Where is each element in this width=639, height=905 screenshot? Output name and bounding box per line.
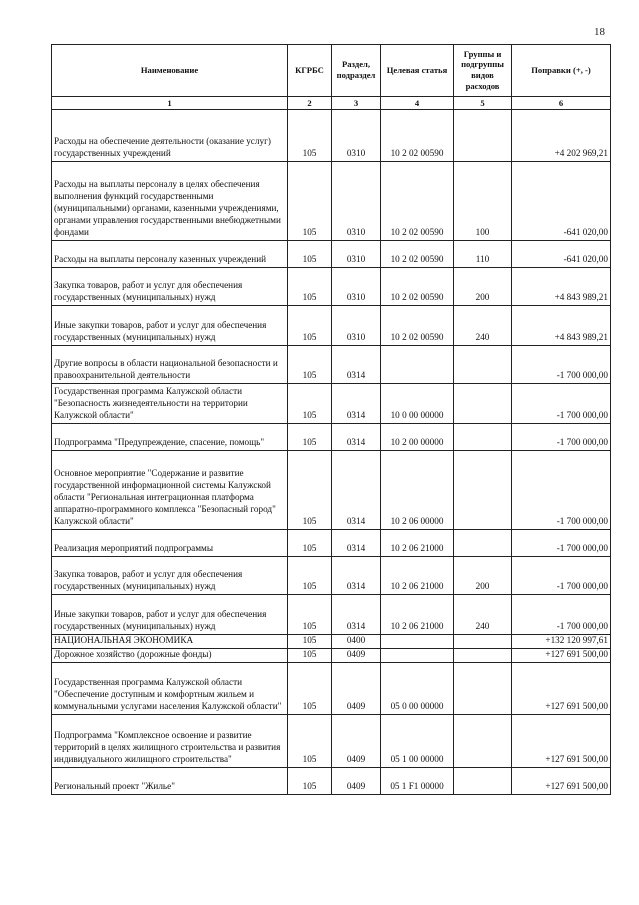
cell-section: 0409	[332, 662, 381, 714]
cell-kgrbs: 105	[288, 648, 332, 662]
cell-target: 10 2 02 00590	[381, 110, 454, 162]
table-row	[52, 648, 611, 662]
cell-groups	[454, 110, 512, 162]
cell-groups	[454, 662, 512, 714]
table-row	[52, 346, 611, 384]
cell-target: 10 2 02 00590	[381, 241, 454, 268]
table-row	[52, 384, 611, 424]
header-target: Целевая статья	[381, 45, 454, 97]
table-row	[52, 306, 611, 346]
cell-section: 0314	[332, 451, 381, 530]
cell-groups	[454, 424, 512, 451]
cell-amendment: +4 843 989,21	[512, 306, 611, 346]
cell-amendment: -1 700 000,00	[512, 384, 611, 424]
cell-section: 0400	[332, 635, 381, 649]
table-row	[52, 595, 611, 635]
header-groups: Группы и подгруппы видов расходов	[454, 45, 512, 97]
cell-groups	[454, 714, 512, 767]
table-row	[52, 451, 611, 530]
cell-section: 0310	[332, 241, 381, 268]
cell-groups	[454, 346, 512, 384]
cell-amendment: -1 700 000,00	[512, 346, 611, 384]
cell-name: Подпрограмма "Предупреждение, спасение, помощь"	[52, 424, 288, 451]
table-row	[52, 530, 611, 557]
cell-amendment: -641 020,00	[512, 162, 611, 241]
table-row	[52, 767, 611, 794]
cell-kgrbs: 105	[288, 110, 332, 162]
header-row	[52, 45, 611, 97]
column-number: 3	[332, 97, 381, 110]
cell-amendment: +4 843 989,21	[512, 268, 611, 306]
cell-amendment: +127 691 500,00	[512, 767, 611, 794]
cell-target: 10 0 00 00000	[381, 384, 454, 424]
cell-kgrbs: 105	[288, 635, 332, 649]
column-number: 1	[52, 97, 288, 110]
cell-groups: 200	[454, 557, 512, 595]
cell-name: Государственная программа Калужской области "Безопасность жизнедеятельности на территории Калужской области"	[52, 384, 288, 424]
cell-groups	[454, 451, 512, 530]
cell-groups	[454, 767, 512, 794]
cell-section: 0310	[332, 162, 381, 241]
cell-section: 0409	[332, 714, 381, 767]
cell-name: Закупка товаров, работ и услуг для обеспечения государственных (муниципальных) нужд	[52, 557, 288, 595]
column-number: 4	[381, 97, 454, 110]
cell-name: Дорожное хозяйство (дорожные фонды)	[52, 648, 288, 662]
cell-target: 10 2 00 00000	[381, 424, 454, 451]
cell-name: Подпрограмма "Комплексное освоение и развитие территорий в целях жилищного строительства и развития индивидуального жилищного строительства"	[52, 714, 288, 767]
cell-name: Иные закупки товаров, работ и услуг для обеспечения государственных (муниципальных) нужд	[52, 306, 288, 346]
table-row	[52, 268, 611, 306]
table-row	[52, 635, 611, 649]
cell-groups	[454, 635, 512, 649]
cell-amendment: -1 700 000,00	[512, 424, 611, 451]
cell-kgrbs: 105	[288, 662, 332, 714]
cell-kgrbs: 105	[288, 530, 332, 557]
cell-groups: 110	[454, 241, 512, 268]
header-amend: Поправки (+, -)	[512, 45, 611, 97]
cell-name: Расходы на обеспечение деятельности (оказание услуг) государственных учреждений	[52, 110, 288, 162]
cell-target: 10 2 02 00590	[381, 306, 454, 346]
cell-target: 10 2 06 21000	[381, 530, 454, 557]
cell-target: 10 2 02 00590	[381, 162, 454, 241]
cell-section: 0310	[332, 268, 381, 306]
cell-target: 10 2 06 21000	[381, 595, 454, 635]
column-number: 2	[288, 97, 332, 110]
cell-target	[381, 346, 454, 384]
cell-amendment: -1 700 000,00	[512, 557, 611, 595]
cell-section: 0314	[332, 346, 381, 384]
cell-section: 0310	[332, 110, 381, 162]
cell-amendment: -641 020,00	[512, 241, 611, 268]
cell-section: 0314	[332, 530, 381, 557]
cell-target: 10 2 02 00590	[381, 268, 454, 306]
cell-amendment: +127 691 500,00	[512, 662, 611, 714]
cell-section: 0409	[332, 648, 381, 662]
cell-section: 0409	[332, 767, 381, 794]
cell-kgrbs: 105	[288, 384, 332, 424]
cell-amendment: +4 202 969,21	[512, 110, 611, 162]
cell-kgrbs: 105	[288, 241, 332, 268]
cell-amendment: +127 691 500,00	[512, 714, 611, 767]
cell-name: Иные закупки товаров, работ и услуг для обеспечения государственных (муниципальных) нужд	[52, 595, 288, 635]
cell-amendment: +132 120 997,61	[512, 635, 611, 649]
cell-groups: 100	[454, 162, 512, 241]
cell-amendment: -1 700 000,00	[512, 595, 611, 635]
header-section: Раздел, подраздел	[332, 45, 381, 97]
cell-section: 0314	[332, 424, 381, 451]
cell-name: Реализация мероприятий подпрограммы	[52, 530, 288, 557]
cell-target: 05 1 00 00000	[381, 714, 454, 767]
cell-groups: 200	[454, 268, 512, 306]
cell-target: 10 2 06 21000	[381, 557, 454, 595]
header-name: Наименование	[52, 45, 288, 97]
table-row	[52, 162, 611, 241]
cell-amendment: -1 700 000,00	[512, 451, 611, 530]
cell-kgrbs: 105	[288, 346, 332, 384]
cell-section: 0310	[332, 306, 381, 346]
column-number: 6	[512, 97, 611, 110]
cell-kgrbs: 105	[288, 767, 332, 794]
cell-target: 05 0 00 00000	[381, 662, 454, 714]
cell-kgrbs: 105	[288, 714, 332, 767]
cell-section: 0314	[332, 384, 381, 424]
cell-name: Расходы на выплаты персоналу в целях обеспечения выполнения функций государственными (муниципальными) органами, казенными учреждениями, органами управления государственными внебюджетными фондами	[52, 162, 288, 241]
budget-amendments-table	[51, 44, 611, 795]
cell-kgrbs: 105	[288, 557, 332, 595]
table-body	[52, 110, 611, 795]
cell-target: 05 1 F1 00000	[381, 767, 454, 794]
cell-section: 0314	[332, 557, 381, 595]
cell-name: Основное мероприятие "Содержание и развитие государственной информационной системы Калужской области "Региональная интеграционная платформа аппаратно-программного комплекса "Безопасный город" Калужской области"	[52, 451, 288, 530]
table-row	[52, 714, 611, 767]
cell-name: Региональный проект "Жилье"	[52, 767, 288, 794]
cell-groups	[454, 384, 512, 424]
cell-groups	[454, 530, 512, 557]
cell-name: Другие вопросы в области национальной безопасности и правоохранительной деятельности	[52, 346, 288, 384]
cell-groups	[454, 648, 512, 662]
cell-kgrbs: 105	[288, 268, 332, 306]
cell-name: Закупка товаров, работ и услуг для обеспечения государственных (муниципальных) нужд	[52, 268, 288, 306]
cell-name: Государственная программа Калужской области "Обеспечение доступным и комфортным жильем и коммунальными услугами населения Калужской области"	[52, 662, 288, 714]
cell-kgrbs: 105	[288, 306, 332, 346]
page-number: 18	[594, 26, 605, 38]
column-number-row	[52, 97, 611, 110]
cell-amendment: +127 691 500,00	[512, 648, 611, 662]
table-row	[52, 557, 611, 595]
cell-section: 0314	[332, 595, 381, 635]
cell-target: 10 2 06 00000	[381, 451, 454, 530]
cell-kgrbs: 105	[288, 162, 332, 241]
cell-kgrbs: 105	[288, 595, 332, 635]
cell-target	[381, 635, 454, 649]
cell-groups: 240	[454, 306, 512, 346]
column-number: 5	[454, 97, 512, 110]
table-row	[52, 662, 611, 714]
table-row	[52, 241, 611, 268]
cell-kgrbs: 105	[288, 451, 332, 530]
cell-name: Расходы на выплаты персоналу казенных учреждений	[52, 241, 288, 268]
table-row	[52, 110, 611, 162]
cell-groups: 240	[454, 595, 512, 635]
cell-target	[381, 648, 454, 662]
cell-kgrbs: 105	[288, 424, 332, 451]
cell-amendment: -1 700 000,00	[512, 530, 611, 557]
cell-name: НАЦИОНАЛЬНАЯ ЭКОНОМИКА	[52, 635, 288, 649]
header-kgrbs: КГРБС	[288, 45, 332, 97]
table-row	[52, 424, 611, 451]
